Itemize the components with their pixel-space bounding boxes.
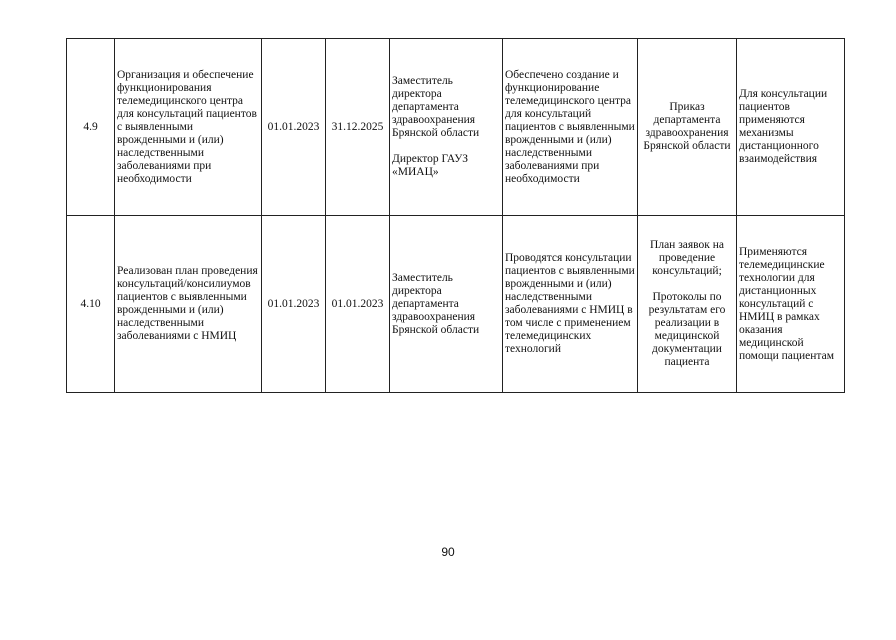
table-row: [67, 216, 845, 393]
start-date-cell: 01.01.2023: [262, 216, 326, 393]
document-cell: [638, 216, 737, 393]
row-number: 4.10: [67, 216, 115, 393]
row-number: 4.9: [67, 39, 115, 216]
document-line: Протоколы по результатам его реализации в медицинской документации пациента: [648, 291, 726, 368]
responsible-line: Заместитель директора департамента здравоохранения Брянской области: [392, 271, 480, 336]
table-row: [67, 39, 845, 216]
page-number: 90: [441, 545, 455, 559]
document-cell: [638, 39, 737, 216]
event-cell: Реализован план проведения консультаций/консилиумов пациентов с выявленными врожденными и (или) наследственными заболеваниями с НМИЦ: [115, 216, 262, 393]
indicator-cell: Для консультации пациентов применяются механизмы дистанционного взаимодействия: [737, 39, 845, 216]
document-line: План заявок на проведение консультаций;: [650, 239, 724, 277]
event-cell: Организация и обеспечение функционирования телемедицинского центра для консультаций пациентов с выявленными врожденными и (или) наследственными заболеваниями при необходимости: [115, 39, 262, 216]
result-cell: Обеспечено создание и функционирование телемедицинского центра для консультаций пациентов с выявленными врожденными и (или) наследственными заболеваниями при необходимости: [503, 39, 638, 216]
responsible-cell: [390, 39, 503, 216]
start-date-cell: 01.01.2023: [262, 39, 326, 216]
responsible-line: Заместитель директора департамента здравоохранения Брянской области: [392, 75, 480, 139]
indicator-cell: Применяются телемедицинские технологии для дистанционных консультаций с НМИЦ в рамках оказания медицинской помощи пациентам: [737, 216, 845, 393]
responsible-cell: [390, 216, 503, 393]
result-cell: Проводятся консультации пациентов с выявленными врожденными и (или) наследственными заболеваниями с НМИЦ в том числе с применением телемедицинских технологий: [503, 216, 638, 393]
plan-table: [66, 38, 845, 393]
end-date-cell: 31.12.2025: [326, 39, 390, 216]
end-date-cell: 01.01.2023: [326, 216, 390, 393]
document-line: Приказ департамента здравоохранения Брянской области: [643, 101, 731, 152]
responsible-line: Директор ГАУЗ «МИАЦ»: [392, 153, 468, 178]
